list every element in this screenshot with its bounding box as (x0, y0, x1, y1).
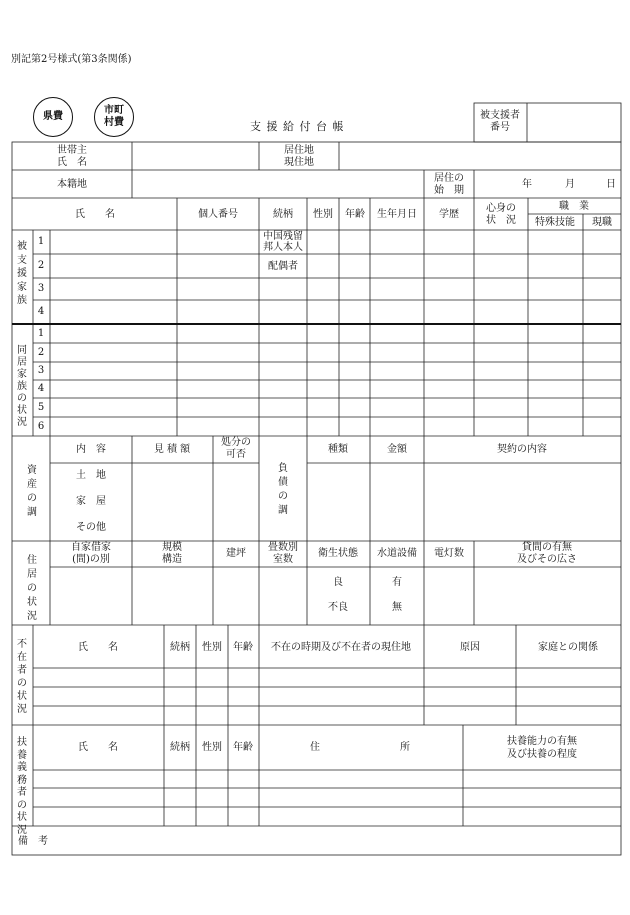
absent-family: 家庭との関係 (538, 642, 598, 653)
debt-contract: 契約の内容 (497, 444, 547, 455)
col-age: 年齢 (345, 209, 365, 220)
form-id: 別記第2号様式(第3条関係) (11, 54, 132, 65)
housing-scale-2: 構造 (162, 554, 182, 565)
col-job: 職 業 (559, 201, 589, 212)
relation-self-2: 邦人本人 (263, 242, 303, 253)
duty-address-b: 所 (400, 742, 410, 753)
cohabiting-row-no: 3 (37, 365, 45, 376)
day-label: 日 (606, 179, 616, 190)
col-sex: 性別 (313, 209, 333, 220)
housing-rent-2: 及びその広さ (517, 554, 577, 565)
supported-row-no: 2 (37, 260, 45, 271)
assets-disposal-1: 処分の (221, 437, 251, 448)
duty-ability-2: 及び扶養の程度 (507, 749, 577, 760)
housing-scale-1: 規模 (162, 542, 182, 553)
domicile-label: 本籍地 (57, 179, 87, 190)
assets-house: 家 屋 (76, 496, 106, 507)
assets-content: 内 容 (76, 444, 106, 455)
housing-rooms-1: 畳数別 (268, 542, 298, 553)
support-duty-label: 扶養義務者の状況 (17, 737, 27, 836)
stamp-city-label-1: 市町 (104, 105, 124, 116)
housing-good: 良 (333, 577, 343, 588)
absent-period: 不在の時期及び不在者の現住地 (271, 642, 411, 653)
stamp-city-label-2: 村費 (104, 117, 124, 128)
col-my-number: 個人番号 (198, 209, 238, 220)
col-health-1: 心身の (486, 203, 516, 214)
housing-own-2: (間)の別 (72, 554, 110, 565)
col-skill: 特殊技能 (535, 217, 575, 228)
duty-ability-1: 扶養能力の有無 (507, 736, 577, 747)
housing-label: 住居の状況 (27, 555, 37, 622)
residence-start-label-2: 始 期 (434, 185, 464, 196)
housing-bad: 不良 (328, 602, 348, 613)
housing-no: 無 (392, 602, 402, 613)
duty-name: 氏 名 (78, 742, 118, 753)
housing-rent-1: 貸間の有無 (522, 542, 572, 553)
supported-family-label: 被支援家族 (17, 241, 27, 306)
stamp-pref-label: 県費 (43, 111, 63, 122)
form-title: 支 援 給 付 台 帳 (250, 120, 345, 133)
col-birth: 生年月日 (377, 209, 417, 220)
absent-sex: 性別 (202, 642, 222, 653)
assets-land: 土 地 (76, 470, 106, 481)
duty-age: 年齢 (233, 742, 253, 753)
supported-row-no: 4 (37, 306, 45, 317)
relation-spouse: 配偶者 (268, 261, 298, 272)
month-label: 月 (565, 179, 575, 190)
relation-self-1: 中国残留 (263, 231, 303, 242)
col-relation: 続柄 (273, 209, 293, 220)
absent-reason: 原因 (460, 642, 480, 653)
debt-amount: 金額 (387, 444, 407, 455)
housing-yes: 有 (392, 577, 402, 588)
absent-name: 氏 名 (78, 642, 118, 653)
housing-rooms-2: 室数 (273, 554, 293, 565)
recipient-no-label-1: 被支援者 (480, 110, 520, 121)
assets-other: その他 (76, 522, 106, 533)
col-education: 学歴 (439, 209, 459, 220)
col-current-job: 現職 (592, 217, 612, 228)
supported-row-no: 1 (37, 236, 45, 247)
housing-water: 水道設備 (377, 548, 417, 559)
supported-row-no: 3 (37, 283, 45, 294)
housing-light: 電灯数 (434, 548, 464, 559)
housing-hygiene: 衛生状態 (318, 548, 358, 559)
debt-label: 負債の調 (278, 463, 288, 516)
head-label-1: 世帯主 (57, 145, 87, 156)
head-label-2: 氏 名 (57, 157, 87, 168)
cohabiting-row-no: 4 (37, 383, 45, 394)
cohabiting-row-no: 1 (37, 328, 45, 339)
address-label-2: 現住地 (284, 157, 314, 168)
duty-address-a: 住 (310, 742, 320, 753)
housing-tsubo: 建坪 (226, 548, 246, 559)
cohabiting-family-label: 同居家族の状況 (17, 345, 27, 428)
cohabiting-row-no: 6 (37, 421, 45, 432)
col-name: 氏 名 (75, 209, 115, 220)
assets-disposal-2: 可否 (226, 449, 246, 460)
year-label: 年 (522, 179, 532, 190)
debt-kind: 種類 (328, 444, 348, 455)
absent-label: 不在者の状況 (17, 639, 27, 715)
duty-relation: 続柄 (170, 742, 190, 753)
city-stamp (94, 97, 134, 137)
cohabiting-row-no: 2 (37, 347, 45, 358)
absent-relation: 続柄 (170, 642, 190, 653)
assets-label: 資産の調 (27, 465, 37, 518)
col-health-2: 状 況 (486, 215, 516, 226)
residence-start-label-1: 居住の (434, 173, 464, 184)
cohabiting-row-no: 5 (37, 402, 45, 413)
prefecture-stamp (33, 97, 73, 137)
recipient-no-label-2: 番号 (490, 122, 510, 133)
duty-sex: 性別 (202, 742, 222, 753)
remarks-label: 備 考 (18, 836, 48, 847)
housing-own-1: 自家借家 (71, 542, 111, 553)
absent-age: 年齢 (233, 642, 253, 653)
address-label-1: 居住地 (284, 145, 314, 156)
assets-estimate: 見 積 額 (153, 444, 191, 455)
